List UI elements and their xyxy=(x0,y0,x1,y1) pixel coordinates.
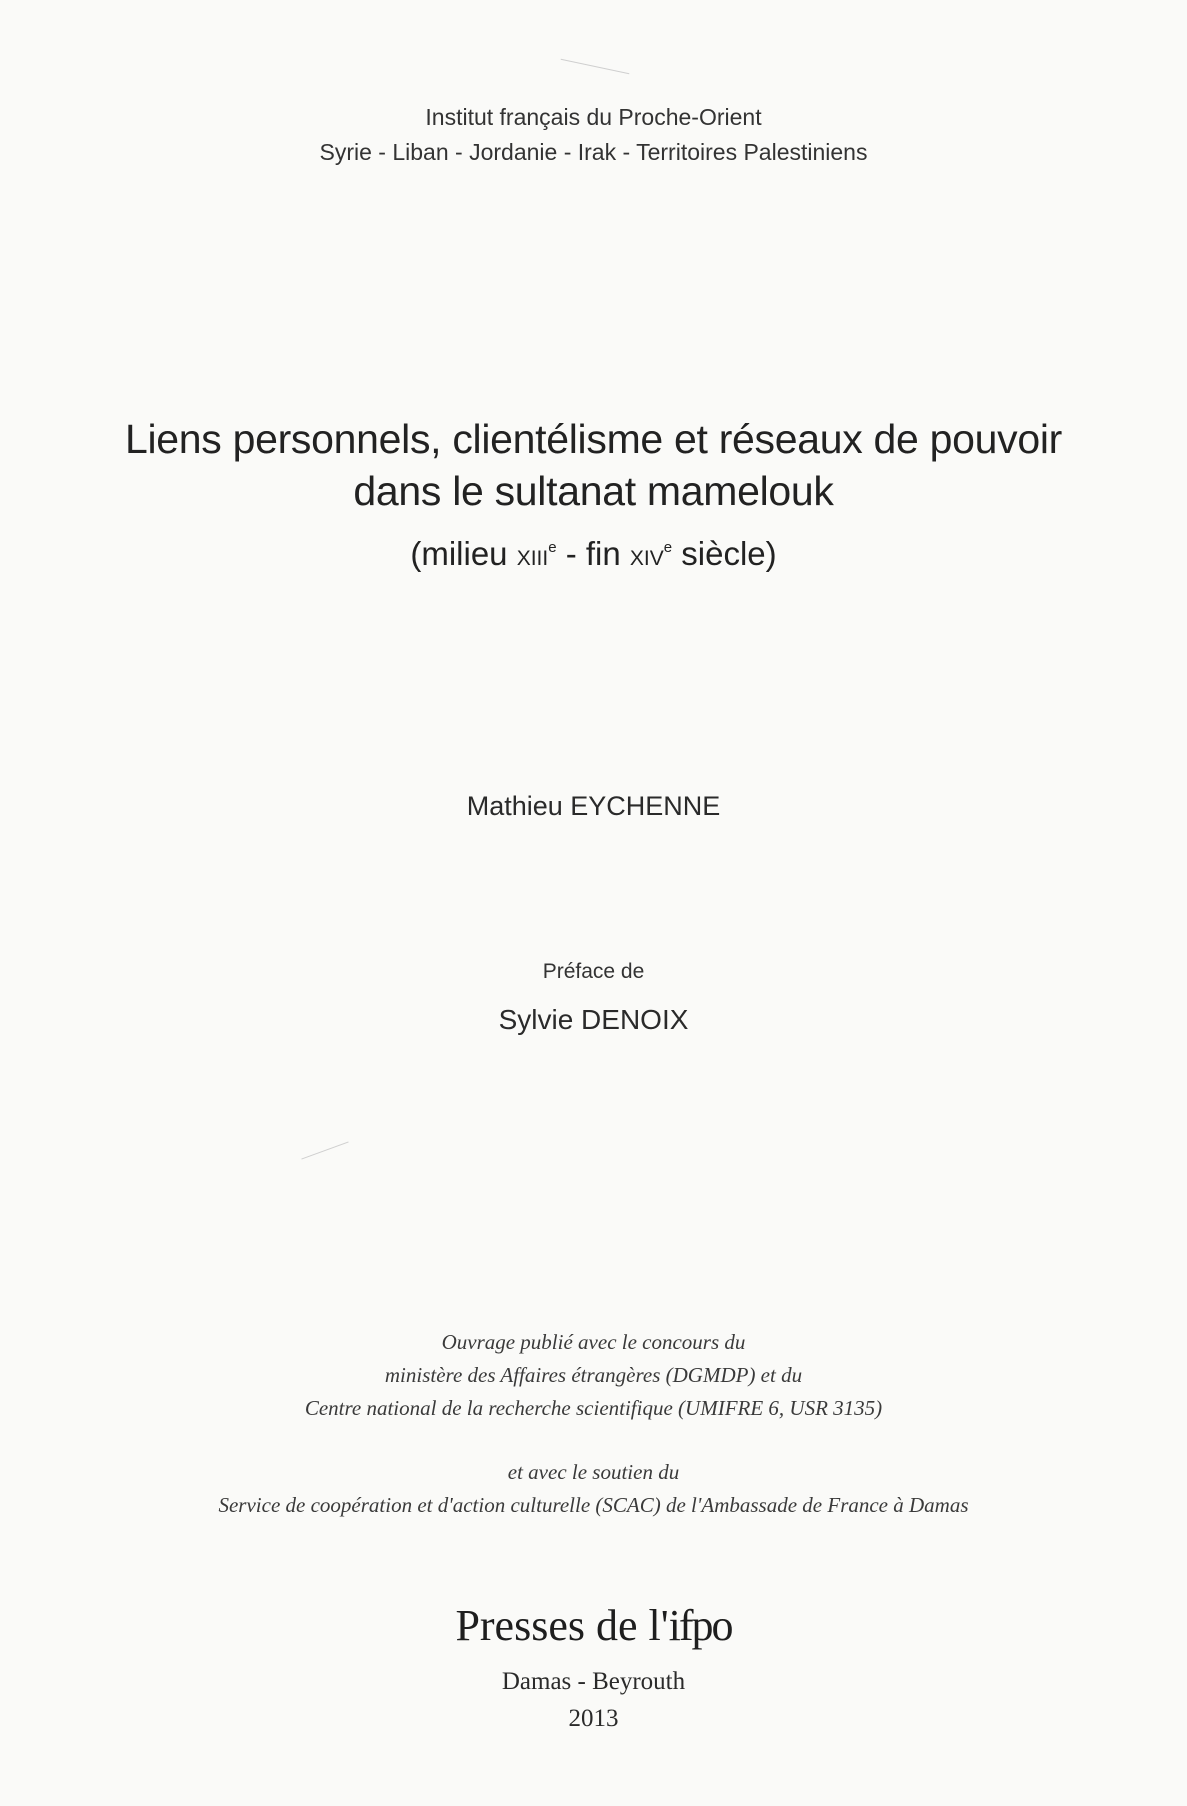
period-superscript-end: e xyxy=(663,539,673,556)
period-open: (milieu xyxy=(410,535,517,572)
preface-label: Préface de xyxy=(542,960,645,983)
scan-mark xyxy=(561,59,630,75)
support-line-1: Ouvrage publié avec le concours du xyxy=(441,1330,746,1354)
period-century-start: XIII xyxy=(516,547,549,570)
ifpo-logo: ifpo xyxy=(668,1601,732,1650)
author-name: Mathieu EYCHENNE xyxy=(466,791,721,821)
institute-countries: Syrie - Liban - Jordanie - Irak - Territoires Palestiniens xyxy=(319,139,868,165)
support-line-4: et avec le soutien du xyxy=(507,1460,680,1484)
publisher-prefix: Presses de l' xyxy=(455,1601,669,1650)
publication-year: 2013 xyxy=(568,1705,619,1732)
support-line-2: ministère des Affaires étrangères (DGMDP) et du xyxy=(384,1363,803,1387)
book-title-line1: Liens personnels, clientélisme et réseaux de pouvoir xyxy=(124,416,1063,462)
publisher-place: Damas - Beyrouth xyxy=(501,1668,686,1695)
book-period xyxy=(0,535,1187,573)
publisher-name xyxy=(0,1600,1187,1651)
support-line-3: Centre national de la recherche scientifique (UMIFRE 6, USR 3135) xyxy=(304,1396,883,1420)
institute-name: Institut français du Proche-Orient xyxy=(425,104,762,130)
period-century-end: XIV xyxy=(629,547,664,570)
period-close: siècle) xyxy=(672,535,777,572)
support-line-5: Service de coopération et d'action culturelle (SCAC) de l'Ambassade de France à Damas xyxy=(218,1493,969,1517)
period-superscript-start: e xyxy=(548,539,557,556)
period-mid: - fin xyxy=(556,535,630,572)
scan-mark xyxy=(301,1141,348,1159)
book-title-line2: dans le sultanat mamelouk xyxy=(353,468,834,514)
preface-author-name: Sylvie DENOIX xyxy=(498,1004,689,1035)
